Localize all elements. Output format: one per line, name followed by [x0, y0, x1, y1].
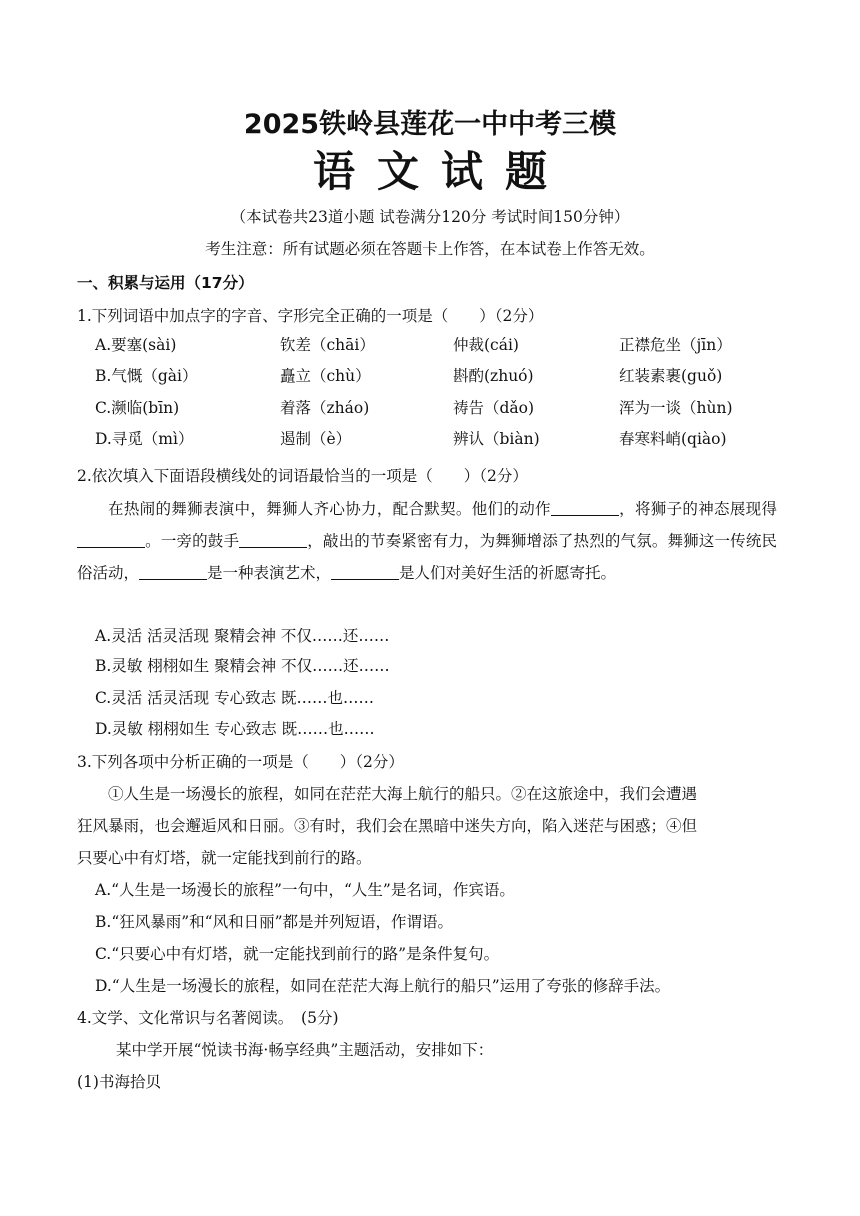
q2-option-c: C.灵活 活灵活现 专心致志 既……也…… — [95, 689, 375, 707]
q3-option-c: C.“只要心中有灯塔，就一定能找到前行的路”是条件复句。 — [95, 945, 500, 963]
passage-text: 。一旁的鼓手 — [145, 532, 240, 550]
q3-passage-line-1: ①人生是一场漫长的旅程，如同在茫茫大海上航行的船只。②在这旅途中，我们会遭遇 — [108, 785, 698, 803]
q2-option-b: B.灵敏 栩栩如生 聚精会神 不仅……还…… — [95, 657, 390, 675]
question-2-stem: 2.依次填入下面语段横线处的词语最恰当的一项是（ ）（2分） — [77, 467, 528, 485]
q1-option: 春寒料峭(qiào) — [619, 430, 727, 448]
question-3-stem: 3.下列各项中分析正确的一项是（ ）（2分） — [77, 753, 404, 771]
passage-text: 是人们对美好生活的祈愿寄托。 — [399, 564, 617, 582]
q1-option: 祷告（dǎo) — [453, 399, 535, 417]
exam-title: 2025铁岭县莲花一中中考三模 — [243, 109, 617, 140]
subject-title: 语文试题 — [312, 147, 569, 196]
passage-text: 是一种表演艺术， — [207, 564, 332, 582]
q1-option: 浑为一谈（hùn) — [619, 399, 733, 417]
answer-blank — [239, 531, 307, 548]
q1-option: 钦差（chāi） — [280, 336, 375, 354]
q3-option-b: B.“狂风暴雨”和“风和日丽”都是并列短语，作谓语。 — [95, 913, 454, 931]
q3-option-d: D.“人生是一场漫长的旅程，如同在茫茫大海上航行的船只”运用了夸张的修辞手法。 — [95, 977, 671, 995]
question-2-passage — [77, 493, 777, 589]
q3-passage-line-2: 狂风暴雨，也会邂逅风和日丽。③有时，我们会在黑暗中迷失方向，陷入迷茫与困惑；④但 — [77, 817, 698, 835]
q1-option: 正襟危坐（jīn） — [619, 336, 732, 354]
q1-option: 着落（zháo) — [280, 399, 370, 417]
q1-option: D.寻觅（mì） — [95, 430, 194, 448]
q1-option: 矗立（chù） — [280, 367, 371, 385]
answer-blank — [139, 563, 207, 580]
q1-option: C.濒临(bīn) — [95, 399, 180, 417]
q4-intro: 某中学开展“悦读书海·畅享经典”主题活动，安排如下： — [116, 1041, 494, 1059]
q1-option: 遏制（è） — [280, 430, 352, 448]
q1-option: B.气慨（gài） — [95, 367, 198, 385]
q4-subsection-1: (1)书海拾贝 — [77, 1073, 161, 1091]
passage-text: ，将狮子的神态展现得 — [618, 500, 777, 518]
passage-text: ，敲出的节奏紧密有力，为舞狮增添了热烈的气氛。舞狮这一传统民俗活动， — [77, 532, 777, 582]
q1-option: A.要塞(sài) — [95, 336, 177, 354]
q2-option-a: A.灵活 活灵活现 聚精会神 不仅……还…… — [95, 627, 390, 645]
exam-info: （本试卷共23道小题 试卷满分120分 考试时间150分钟） — [230, 208, 630, 226]
question-1-stem: 1.下列词语中加点字的字音、字形完全正确的一项是（ ）（2分） — [77, 307, 544, 325]
passage-text: 在热闹的舞狮表演中，舞狮人齐心协力，配合默契。他们的动作 — [108, 500, 551, 518]
question-4-stem: 4.文学、文化常识与名著阅读。 (5分) — [77, 1009, 339, 1027]
answer-blank — [77, 531, 145, 548]
answer-blank — [551, 499, 619, 516]
q1-option: 斟酌(zhuó) — [453, 367, 534, 385]
q1-option: 辨认（biàn) — [453, 430, 540, 448]
section-heading: 一、积累与运用（17分） — [77, 274, 254, 292]
q2-option-d: D.灵敏 栩栩如生 专心致志 既……也…… — [95, 720, 375, 738]
exam-notice: 考生注意：所有试题必须在答题卡上作答，在本试卷上作答无效。 — [205, 240, 655, 258]
answer-blank — [331, 563, 399, 580]
q1-option: 仲裁(cái) — [453, 336, 519, 354]
q3-passage-line-3: 只要心中有灯塔，就一定能找到前行的路。 — [77, 849, 372, 867]
q1-option: 红装素裹(guǒ) — [619, 367, 723, 385]
q3-option-a: A.“人生是一场漫长的旅程”一句中，“人生”是名词，作宾语。 — [95, 881, 515, 899]
